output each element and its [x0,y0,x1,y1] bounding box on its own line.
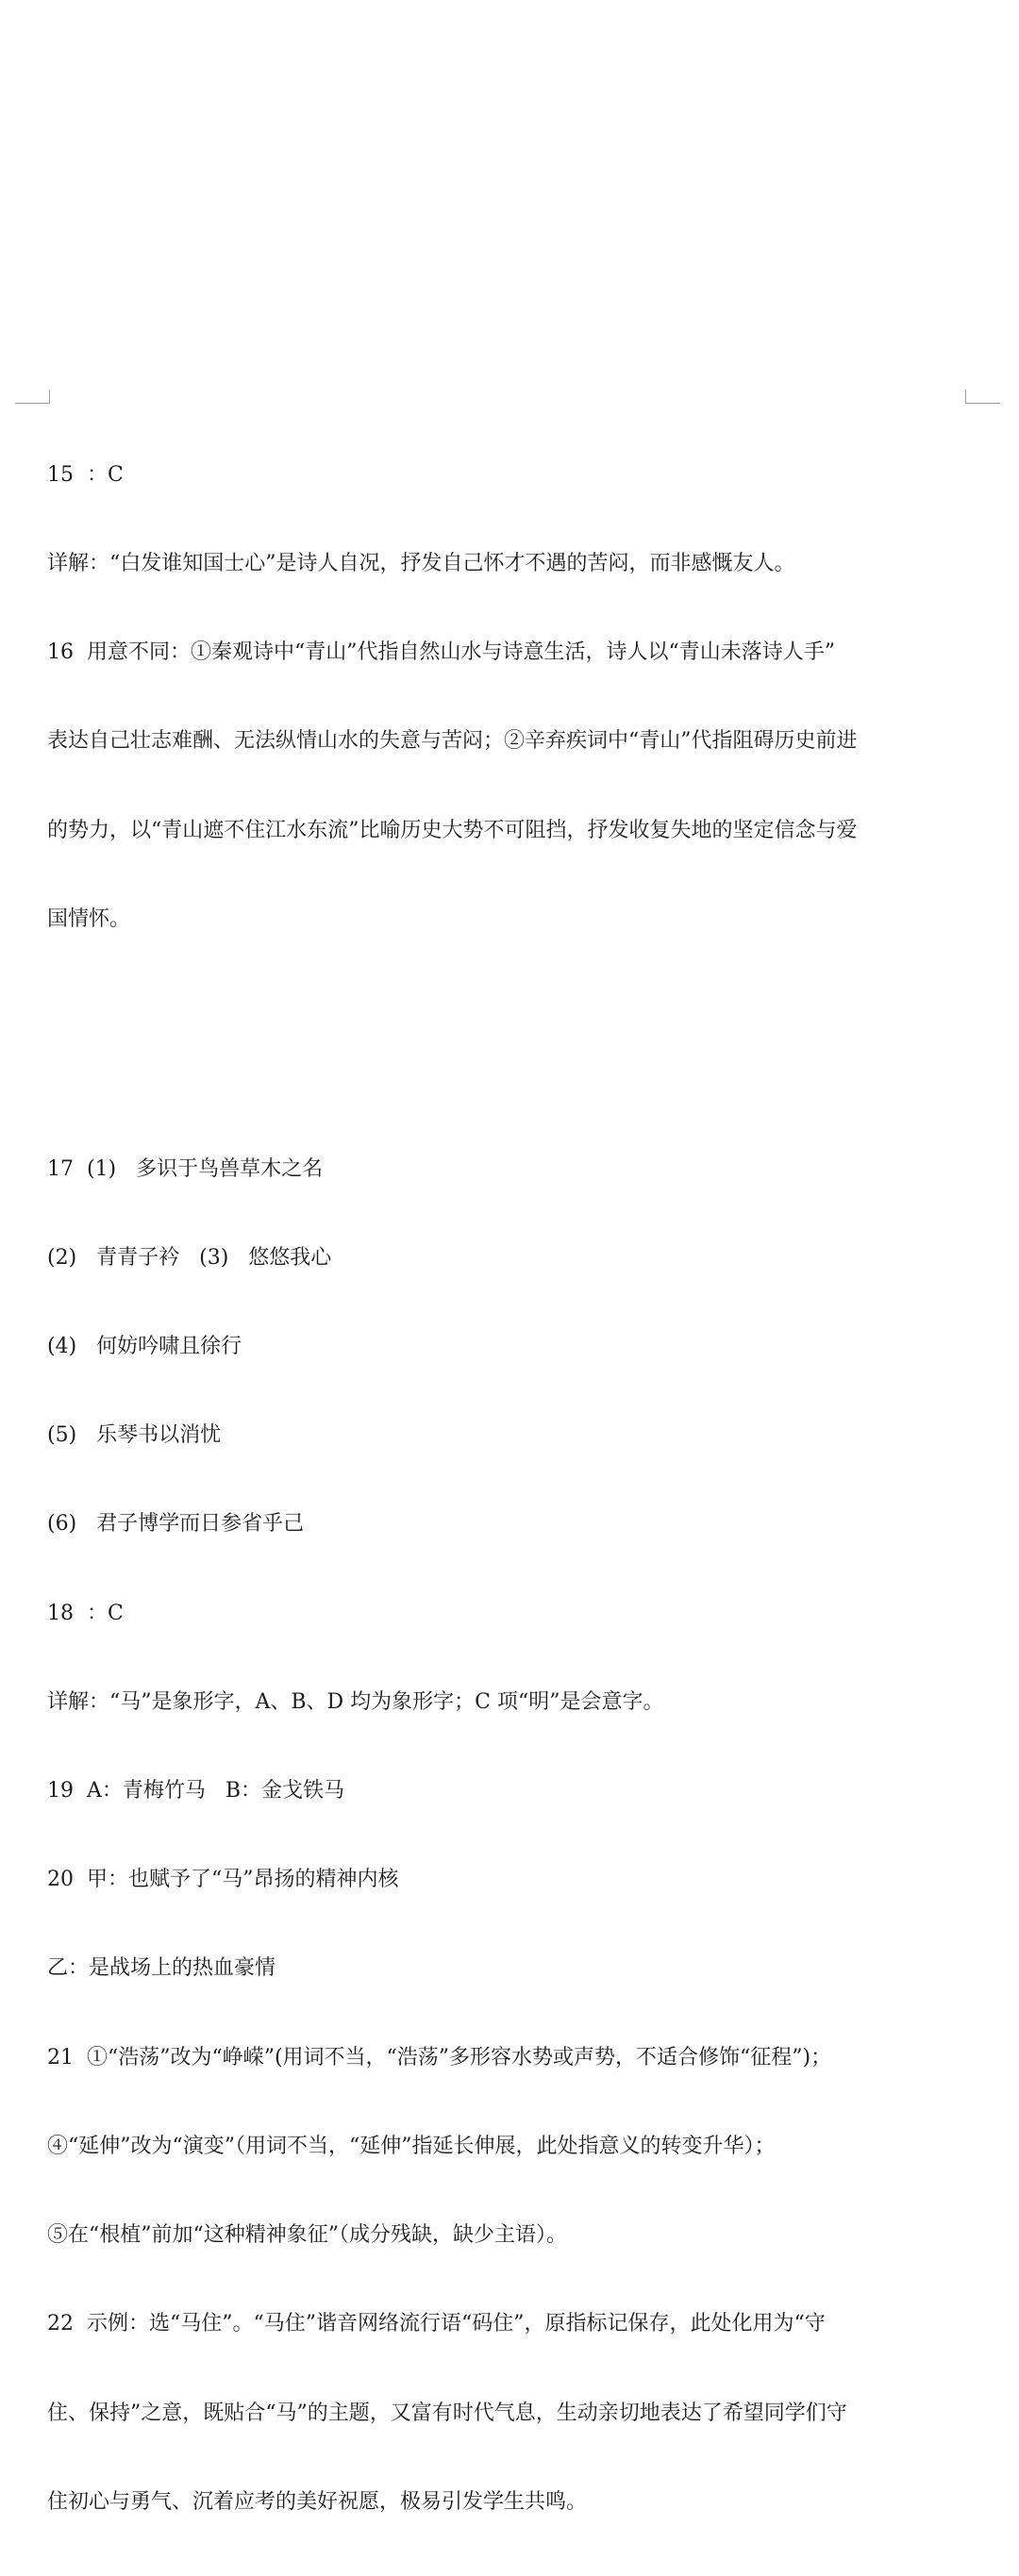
text-line: 16 用意不同：①秦观诗中“青山”代指自然山水与诗意生活，诗人以“青山未落诗人手” [47,640,835,665]
text-line: 住、保持”之意，既贴合“马”的主题，又富有时代气息，生动亲切地表达了希望同学们守 [47,2401,847,2425]
text-line: (2) 青青子衿 (3) 悠悠我心 [47,1245,332,1270]
crop-mark-left [15,390,50,404]
text-line: 详解：“马”是象形字，A、B、D 均为象形字；C 项“明”是会意字。 [47,1689,664,1714]
text-line: 表达自己壮志难酬、无法纵情山水的失意与苦闷；②辛弃疾词中“青山”代指阻碍历史前进 [47,729,858,754]
answer-text [47,401,991,2576]
text-line: 22 示例：选“马住”。“马住”谐音网络流行语“码住”，原指标记保存，此处化用为“守 [47,2312,826,2336]
text-line: (6) 君子博学而日参省乎己 [47,1512,305,1537]
text-line: ④“延伸”改为“演变”（用词不当，“延伸”指延长伸展，此处指意义的转变升华）； [47,2134,776,2158]
text-line: ⑤在“根植”前加“这种精神象征”（成分残缺，缺少主语）。 [47,2223,567,2248]
text-line: 的势力，以“青山遮不住江水东流”比喻历史大势不可阻挡，抒发收复失地的坚定信念与爱 [47,818,858,842]
text-line: 15 ：C [47,462,124,487]
text-line: 17 (1) 多识于鸟兽草木之名 [47,1156,324,1181]
paragraph-gap [47,1022,991,1065]
text-line: (5) 乐琴书以消忧 [47,1423,222,1448]
text-line: 20 甲：也赋予了“马”昂扬的精神内核 [47,1868,399,1892]
text-line: 国情怀。 [47,906,131,931]
text-line: 18 ：C [47,1601,124,1625]
text-line: 住初心与勇气、沉着应考的美好祝愿，极易引发学生共鸣。 [47,2489,588,2514]
text-line: 21 ①“浩荡”改为“峥嵘”(用词不当，“浩荡”多形容水势或声势，不适合修饰“征程”)； [47,2045,832,2069]
text-line: 19 A：青梅竹马 B：金戈铁马 [47,1779,345,1803]
text-line: (4) 何妨吟啸且徐行 [47,1335,242,1359]
text-line: 乙：是战场上的热血豪情 [47,1956,276,1981]
text-line: 详解：“白发谁知国士心”是诗人自况，抒发自己怀才不遇的苦闷，而非感慨友人。 [47,552,795,576]
